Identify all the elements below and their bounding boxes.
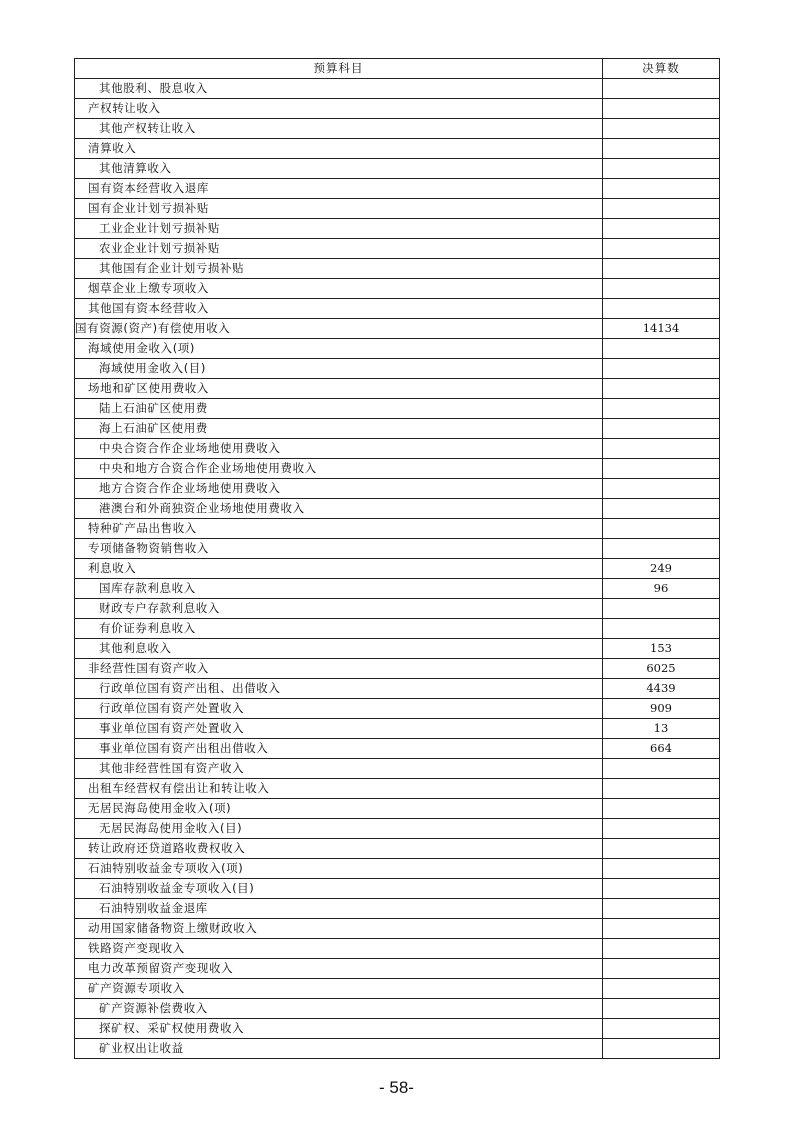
budget-item-name: 石油特别收益金专项收入(目)	[75, 879, 603, 899]
final-amount-value: 153	[603, 639, 720, 659]
table-row	[75, 859, 720, 879]
budget-item-name: 地方合资合作企业场地使用费收入	[75, 479, 603, 499]
final-amount-value	[603, 479, 720, 499]
table-row	[75, 559, 720, 579]
budget-item-name: 其他国有资本经营收入	[75, 299, 603, 319]
table-row	[75, 819, 720, 839]
table-row	[75, 799, 720, 819]
budget-item-name: 行政单位国有资产出租、出借收入	[75, 679, 603, 699]
table-row	[75, 499, 720, 519]
final-amount-value	[603, 599, 720, 619]
budget-item-name: 矿业权出让收益	[75, 1039, 603, 1059]
budget-item-name: 电力改革预留资产变现收入	[75, 959, 603, 979]
final-amount-value	[603, 279, 720, 299]
table-row	[75, 739, 720, 759]
final-amount-value: 6025	[603, 659, 720, 679]
table-row	[75, 519, 720, 539]
budget-item-name: 出租车经营权有偿出让和转让收入	[75, 779, 603, 799]
table-row	[75, 439, 720, 459]
table-row	[75, 939, 720, 959]
budget-item-name: 铁路资产变现收入	[75, 939, 603, 959]
budget-item-name: 其他清算收入	[75, 159, 603, 179]
table-row	[75, 1019, 720, 1039]
table-row	[75, 539, 720, 559]
budget-table	[74, 58, 720, 1059]
table-row	[75, 139, 720, 159]
final-amount-value	[603, 159, 720, 179]
budget-item-name: 中央合资合作企业场地使用费收入	[75, 439, 603, 459]
budget-item-name: 其他股利、股息收入	[75, 79, 603, 99]
final-amount-value	[603, 359, 720, 379]
budget-item-name: 产权转让收入	[75, 99, 603, 119]
budget-item-name: 清算收入	[75, 139, 603, 159]
table-row	[75, 919, 720, 939]
final-amount-value	[603, 979, 720, 999]
final-amount-value	[603, 519, 720, 539]
final-amount-value	[603, 439, 720, 459]
table-row	[75, 959, 720, 979]
final-amount-value	[603, 259, 720, 279]
table-row	[75, 419, 720, 439]
budget-item-name: 利息收入	[75, 559, 603, 579]
budget-item-name: 场地和矿区使用费收入	[75, 379, 603, 399]
table-row	[75, 779, 720, 799]
table-row	[75, 119, 720, 139]
final-amount-value: 909	[603, 699, 720, 719]
final-amount-value	[603, 459, 720, 479]
final-amount-value	[603, 959, 720, 979]
final-amount-value: 14134	[603, 319, 720, 339]
table-row	[75, 719, 720, 739]
budget-item-name: 非经营性国有资产收入	[75, 659, 603, 679]
budget-item-name: 烟草企业上缴专项收入	[75, 279, 603, 299]
table-row	[75, 979, 720, 999]
final-amount-value	[603, 339, 720, 359]
budget-item-name: 有价证券利息收入	[75, 619, 603, 639]
budget-item-name: 海域使用金收入(项)	[75, 339, 603, 359]
budget-item-name: 农业企业计划亏损补贴	[75, 239, 603, 259]
final-amount-value	[603, 619, 720, 639]
table-row	[75, 999, 720, 1019]
table-row	[75, 259, 720, 279]
final-amount-value	[603, 799, 720, 819]
table-body	[75, 79, 720, 1059]
budget-item-name: 海上石油矿区使用费	[75, 419, 603, 439]
table-row	[75, 99, 720, 119]
budget-item-name: 海域使用金收入(目)	[75, 359, 603, 379]
table-row	[75, 879, 720, 899]
table-row	[75, 199, 720, 219]
final-amount-value	[603, 379, 720, 399]
final-amount-value	[603, 819, 720, 839]
final-amount-value: 4439	[603, 679, 720, 699]
final-amount-value	[603, 499, 720, 519]
final-amount-value	[603, 899, 720, 919]
budget-item-name: 其他非经营性国有资产收入	[75, 759, 603, 779]
final-amount-value	[603, 1019, 720, 1039]
final-amount-value	[603, 939, 720, 959]
table-row	[75, 619, 720, 639]
final-amount-value	[603, 139, 720, 159]
table-row	[75, 239, 720, 259]
page-number: - 58-	[379, 1078, 414, 1097]
final-amount-value	[603, 219, 720, 239]
table-row	[75, 579, 720, 599]
budget-item-name: 国有资源(资产)有偿使用收入	[75, 319, 603, 339]
table-row	[75, 459, 720, 479]
budget-item-name: 动用国家储备物资上缴财政收入	[75, 919, 603, 939]
final-amount-value	[603, 79, 720, 99]
budget-item-name: 石油特别收益金退库	[75, 899, 603, 919]
budget-item-name: 特种矿产品出售收入	[75, 519, 603, 539]
table-row	[75, 79, 720, 99]
table-row	[75, 179, 720, 199]
table-row	[75, 219, 720, 239]
budget-item-name: 探矿权、采矿权使用费收入	[75, 1019, 603, 1039]
final-amount-value	[603, 839, 720, 859]
final-amount-value	[603, 999, 720, 1019]
final-amount-value	[603, 919, 720, 939]
header-final-amount: 决算数	[603, 59, 720, 79]
budget-item-name: 事业单位国有资产出租出借收入	[75, 739, 603, 759]
final-amount-value	[603, 399, 720, 419]
final-amount-value	[603, 759, 720, 779]
budget-item-name: 石油特别收益金专项收入(项)	[75, 859, 603, 879]
final-amount-value	[603, 1039, 720, 1059]
budget-item-name: 中央和地方合资合作企业场地使用费收入	[75, 459, 603, 479]
budget-item-name: 无居民海岛使用金收入(项)	[75, 799, 603, 819]
final-amount-value	[603, 419, 720, 439]
header-budget-item: 预算科目	[75, 59, 603, 79]
budget-item-name: 港澳台和外商独资企业场地使用费收入	[75, 499, 603, 519]
table-row	[75, 1039, 720, 1059]
budget-item-name: 国有资本经营收入退库	[75, 179, 603, 199]
final-amount-value	[603, 99, 720, 119]
budget-item-name: 其他产权转让收入	[75, 119, 603, 139]
final-amount-value	[603, 199, 720, 219]
final-amount-value	[603, 859, 720, 879]
final-amount-value	[603, 179, 720, 199]
final-amount-value	[603, 119, 720, 139]
table-row	[75, 699, 720, 719]
budget-item-name: 国有企业计划亏损补贴	[75, 199, 603, 219]
table-row	[75, 679, 720, 699]
final-amount-value	[603, 779, 720, 799]
final-amount-value	[603, 299, 720, 319]
table-row	[75, 599, 720, 619]
table-row	[75, 479, 720, 499]
table-row	[75, 299, 720, 319]
table-row	[75, 899, 720, 919]
budget-item-name: 其他国有企业计划亏损补贴	[75, 259, 603, 279]
table-row	[75, 659, 720, 679]
budget-item-name: 无居民海岛使用金收入(目)	[75, 819, 603, 839]
table-header-row	[75, 59, 720, 79]
budget-item-name: 专项储备物资销售收入	[75, 539, 603, 559]
budget-item-name: 转让政府还贷道路收费权收入	[75, 839, 603, 859]
final-amount-value: 664	[603, 739, 720, 759]
table-row	[75, 759, 720, 779]
budget-item-name: 陆上石油矿区使用费	[75, 399, 603, 419]
table-row	[75, 279, 720, 299]
budget-item-name: 工业企业计划亏损补贴	[75, 219, 603, 239]
table-row	[75, 359, 720, 379]
table-row	[75, 319, 720, 339]
final-amount-value: 249	[603, 559, 720, 579]
final-amount-value	[603, 879, 720, 899]
table-row	[75, 339, 720, 359]
budget-item-name: 矿产资源专项收入	[75, 979, 603, 999]
table-row	[75, 379, 720, 399]
table-row	[75, 839, 720, 859]
table-row	[75, 639, 720, 659]
final-amount-value	[603, 239, 720, 259]
table-row	[75, 159, 720, 179]
final-amount-value: 96	[603, 579, 720, 599]
table-row	[75, 399, 720, 419]
budget-item-name: 事业单位国有资产处置收入	[75, 719, 603, 739]
budget-item-name: 行政单位国有资产处置收入	[75, 699, 603, 719]
final-amount-value: 13	[603, 719, 720, 739]
budget-item-name: 矿产资源补偿费收入	[75, 999, 603, 1019]
final-amount-value	[603, 539, 720, 559]
budget-item-name: 其他利息收入	[75, 639, 603, 659]
budget-item-name: 财政专户存款利息收入	[75, 599, 603, 619]
budget-item-name: 国库存款利息收入	[75, 579, 603, 599]
